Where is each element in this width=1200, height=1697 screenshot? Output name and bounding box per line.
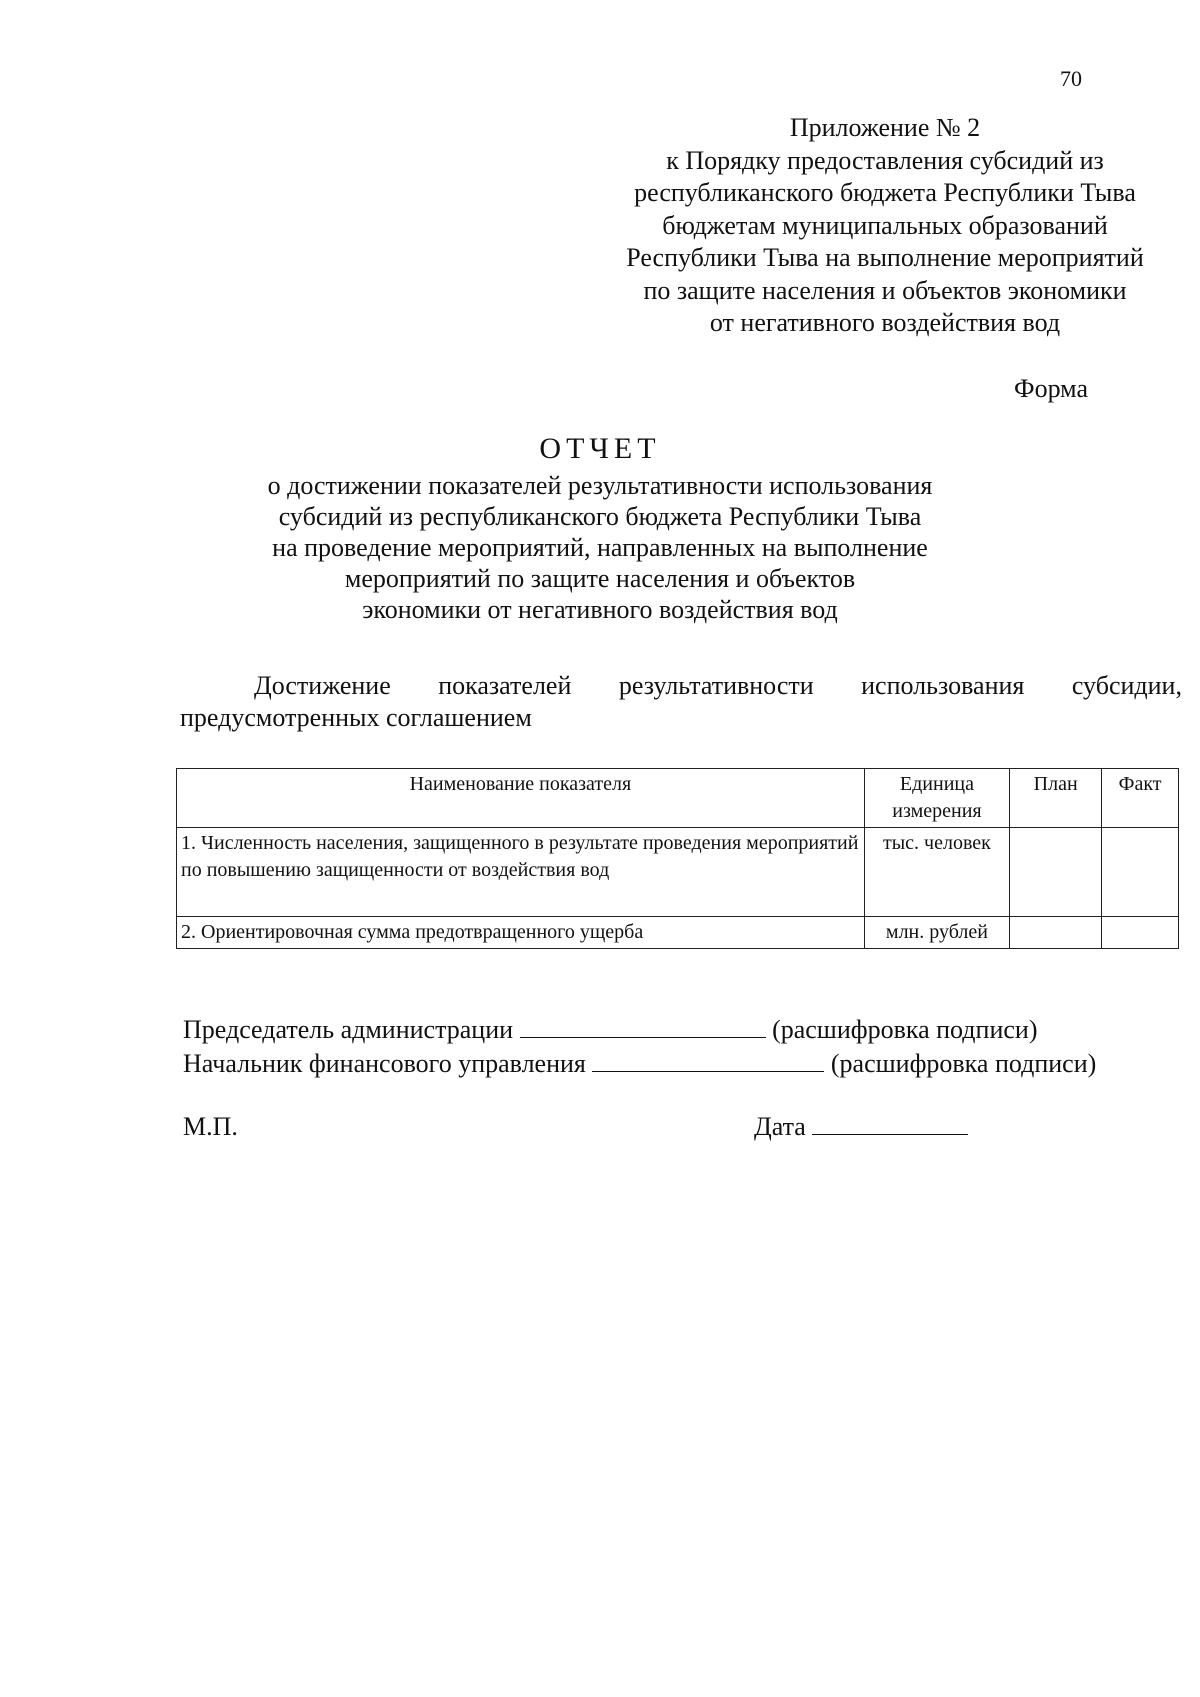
date-label: Дата: [754, 1112, 806, 1141]
header-fact: Факт: [1102, 769, 1179, 828]
appendix-line: от негативного воздействия вод: [709, 308, 1061, 337]
subtitle-line: экономики от негативного воздействия вод: [362, 595, 838, 624]
intro-word: показателей: [438, 671, 572, 700]
header-unit: Единица измерения: [864, 769, 1009, 828]
cell-unit: млн. рублей: [864, 917, 1009, 949]
subtitle-line: субсидий из республиканского бюджета Республики Тыва: [278, 502, 922, 531]
table-row: [177, 828, 1179, 917]
intro-word: использования: [861, 671, 1025, 700]
page-number: 70: [1060, 66, 1082, 91]
intro-line-2: предусмотренных соглашением: [180, 703, 532, 732]
header-plan: План: [1010, 769, 1102, 828]
signature-blank[interactable]: [592, 1049, 824, 1072]
date-line: [754, 1112, 968, 1142]
intro-paragraph: [180, 670, 1182, 734]
cell-unit: тыс. человек: [864, 828, 1009, 917]
stamp-label: М.П.: [183, 1112, 238, 1141]
signature-note: (расшифровка подписи): [772, 1015, 1038, 1044]
signature-line-finance-head: [183, 1049, 1096, 1079]
appendix-line: республиканского бюджета Республики Тыва: [634, 178, 1136, 207]
header-name: Наименование показателя: [177, 769, 865, 828]
appendix-line: бюджетам муниципальных образований: [662, 210, 1108, 240]
date-blank[interactable]: [812, 1112, 968, 1135]
signature-role: Председатель администрации: [183, 1015, 514, 1044]
appendix-line: по защите населения и объектов экономики: [643, 275, 1127, 305]
signature-blank[interactable]: [520, 1015, 766, 1038]
cell-plan[interactable]: [1010, 828, 1102, 917]
table-row: [177, 917, 1179, 949]
table-header-row: [177, 769, 1179, 828]
intro-word: субсидии,: [1071, 671, 1182, 700]
signature-role: Начальник финансового управления: [183, 1049, 586, 1078]
signature-note: (расшифровка подписи): [830, 1049, 1097, 1078]
intro-word: Достижение: [254, 671, 391, 700]
intro-line-1: [180, 670, 1182, 702]
appendix-line: Приложение № 2: [789, 113, 981, 142]
intro-word: результативности: [618, 671, 814, 700]
cell-plan[interactable]: [1010, 917, 1102, 949]
appendix-header: [585, 112, 1185, 340]
cell-indicator-name: 2. Ориентировочная сумма предотвращенного ущерба: [177, 917, 865, 949]
signature-line-chairman: [183, 1015, 1037, 1045]
cell-fact[interactable]: [1102, 828, 1179, 917]
report-subtitle: [250, 470, 950, 625]
report-title: ОТЧЕТ: [539, 432, 661, 465]
cell-indicator-name: 1. Численность населения, защищенного в результате проведения мероприятий по повышению защищенности от воздействия вод: [177, 828, 865, 917]
indicators-table: [176, 768, 1179, 949]
form-label: Форма: [1014, 374, 1088, 403]
subtitle-line: на проведение мероприятий, направленных на выполнение: [272, 533, 928, 562]
appendix-line: к Порядку предоставления субсидий из: [666, 145, 1104, 175]
subtitle-line: о достижении показателей результативности использования: [267, 471, 933, 500]
subtitle-line: мероприятий по защите населения и объектов: [344, 564, 856, 593]
cell-fact[interactable]: [1102, 917, 1179, 949]
appendix-line: Республики Тыва на выполнение мероприятий: [626, 243, 1144, 272]
